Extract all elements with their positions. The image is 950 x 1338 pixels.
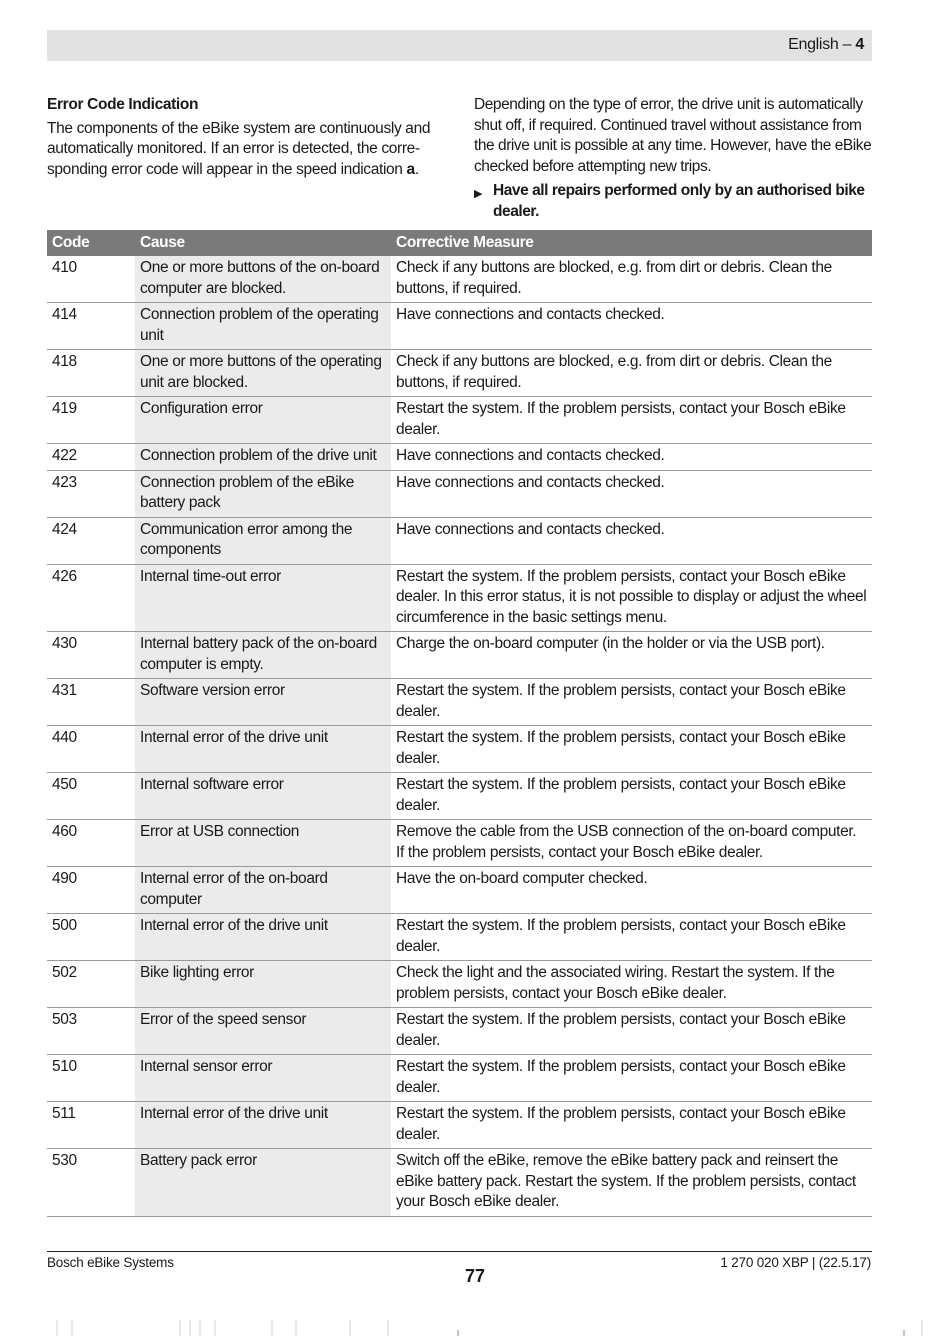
intro-right-column (474, 95, 874, 222)
error-code: 414 (47, 303, 135, 350)
intro-paragraph (47, 119, 437, 181)
error-code: 419 (47, 397, 135, 444)
table-row (47, 1008, 872, 1055)
corrective-measure: Restart the system. If the problem persists, contact your Bosch eBike dealer. In this error status, it is not possible to display or adjust the wheel circumference in the basic settings menu. (391, 564, 872, 632)
speed-indication-ref: a (406, 160, 415, 178)
error-code: 500 (47, 914, 135, 961)
error-cause: One or more buttons of the operating unit are blocked. (135, 350, 391, 397)
error-code: 422 (47, 444, 135, 471)
table-row (47, 397, 872, 444)
footer-doc-number: 1 270 020 XBP | (22.5.17) (720, 1255, 871, 1270)
footer-publisher: Bosch eBike Systems (47, 1255, 174, 1270)
error-code: 530 (47, 1149, 135, 1217)
table-row (47, 350, 872, 397)
table-row (47, 820, 872, 867)
error-cause: Software version error (135, 679, 391, 726)
error-cause: Internal sensor error (135, 1055, 391, 1102)
error-code-table (47, 230, 872, 1217)
bullet-triangle-icon: ▶ (474, 188, 483, 200)
error-cause: Internal error of the drive unit (135, 1102, 391, 1149)
intro-left-column (47, 95, 437, 180)
error-cause: Battery pack error (135, 1149, 391, 1217)
table-row (47, 470, 872, 517)
header-section: English (788, 36, 839, 53)
table-row (47, 773, 872, 820)
error-code: 430 (47, 632, 135, 679)
header-cause: Cause (135, 230, 391, 256)
corrective-measure: Restart the system. If the problem persists, contact your Bosch eBike dealer. (391, 1102, 872, 1149)
error-cause: Internal error of the on-board computer (135, 867, 391, 914)
error-cause: Connection problem of the eBike battery pack (135, 470, 391, 517)
error-code: 503 (47, 1008, 135, 1055)
page-number: 77 (464, 1266, 486, 1286)
table-row (47, 867, 872, 914)
corrective-measure: Restart the system. If the problem persists, contact your Bosch eBike dealer. (391, 1008, 872, 1055)
error-code: 431 (47, 679, 135, 726)
error-cause: Internal error of the drive unit (135, 914, 391, 961)
error-cause: Internal error of the drive unit (135, 726, 391, 773)
table-row (47, 726, 872, 773)
header-bar (47, 30, 872, 61)
table-row (47, 564, 872, 632)
error-cause: Error of the speed sensor (135, 1008, 391, 1055)
table-row (47, 914, 872, 961)
running-header (788, 36, 864, 54)
corrective-measure: Have the on-board computer checked. (391, 867, 872, 914)
table-row (47, 517, 872, 564)
table-row (47, 961, 872, 1008)
corrective-measure: Restart the system. If the problem persists, contact your Bosch eBike dealer. (391, 726, 872, 773)
intro-text: The components of the eBike system are continuously and automatically monitored. If an error is detected, the corre- sponding error code will appear in the speed indication (47, 119, 431, 178)
error-code: 426 (47, 564, 135, 632)
table-row (47, 1055, 872, 1102)
error-code: 510 (47, 1055, 135, 1102)
header-code: Code (47, 230, 135, 256)
repair-notice-text: Have all repairs performed only by an authorised bike dealer. (493, 182, 865, 220)
table-header-row (47, 230, 872, 256)
corrective-measure: Have connections and contacts checked. (391, 517, 872, 564)
shutoff-paragraph: Depending on the type of error, the drive unit is automatically shut off, if required. Continued travel without assistance from the drive unit is possible at any time. However, have the eBike checked before attempting new trips. (474, 96, 872, 175)
error-code: 410 (47, 256, 135, 303)
corrective-measure: Restart the system. If the problem persists, contact your Bosch eBike dealer. (391, 914, 872, 961)
error-cause: Bike lighting error (135, 961, 391, 1008)
corrective-measure: Have connections and contacts checked. (391, 470, 872, 517)
corrective-measure: Remove the cable from the USB connection of the on-board computer. If the problem persists, contact your Bosch eBike dealer. (391, 820, 872, 867)
table-row (47, 1102, 872, 1149)
repair-notice (474, 181, 874, 222)
corrective-measure: Check if any buttons are blocked, e.g. from dirt or debris. Clean the buttons, if required. (391, 256, 872, 303)
corrective-measure: Restart the system. If the problem persists, contact your Bosch eBike dealer. (391, 397, 872, 444)
table-row (47, 679, 872, 726)
error-cause: Connection problem of the drive unit (135, 444, 391, 471)
header-separator: – (838, 36, 856, 53)
header-measure: Corrective Measure (391, 230, 872, 256)
intro-text-end: . (414, 160, 419, 178)
corrective-measure: Switch off the eBike, remove the eBike battery pack and reinsert the eBike battery pack. Restart the system. If the problem persists, contact your Bosch eBike dealer. (391, 1149, 872, 1217)
error-cause: Internal time-out error (135, 564, 391, 632)
error-cause: Internal software error (135, 773, 391, 820)
corrective-measure: Check the light and the associated wiring. Restart the system. If the problem persists, contact your Bosch eBike dealer. (391, 961, 872, 1008)
error-code: 460 (47, 820, 135, 867)
error-cause: Configuration error (135, 397, 391, 444)
error-code: 424 (47, 517, 135, 564)
error-cause: Error at USB connection (135, 820, 391, 867)
table-row (47, 1149, 872, 1217)
corrective-measure: Restart the system. If the problem persists, contact your Bosch eBike dealer. (391, 679, 872, 726)
crop-marks (0, 1318, 950, 1338)
error-code: 502 (47, 961, 135, 1008)
corrective-measure: Have connections and contacts checked. (391, 303, 872, 350)
error-code: 418 (47, 350, 135, 397)
corrective-measure: Restart the system. If the problem persists, contact your Bosch eBike dealer. (391, 773, 872, 820)
footer-rule (47, 1251, 872, 1252)
header-page-ref: 4 (855, 36, 864, 53)
error-code: 440 (47, 726, 135, 773)
corrective-measure: Have connections and contacts checked. (391, 444, 872, 471)
error-cause: Internal battery pack of the on-board computer is empty. (135, 632, 391, 679)
error-cause: One or more buttons of the on-board computer are blocked. (135, 256, 391, 303)
section-title: Error Code Indication (47, 96, 199, 113)
table-row (47, 256, 872, 303)
corrective-measure: Check if any buttons are blocked, e.g. from dirt or debris. Clean the buttons, if required. (391, 350, 872, 397)
error-code: 511 (47, 1102, 135, 1149)
error-cause: Communication error among the components (135, 517, 391, 564)
error-cause: Connection problem of the operating unit (135, 303, 391, 350)
table-row (47, 303, 872, 350)
error-code: 450 (47, 773, 135, 820)
table-row (47, 444, 872, 471)
error-code: 490 (47, 867, 135, 914)
corrective-measure: Restart the system. If the problem persists, contact your Bosch eBike dealer. (391, 1055, 872, 1102)
error-code: 423 (47, 470, 135, 517)
corrective-measure: Charge the on-board computer (in the holder or via the USB port). (391, 632, 872, 679)
table-row (47, 632, 872, 679)
